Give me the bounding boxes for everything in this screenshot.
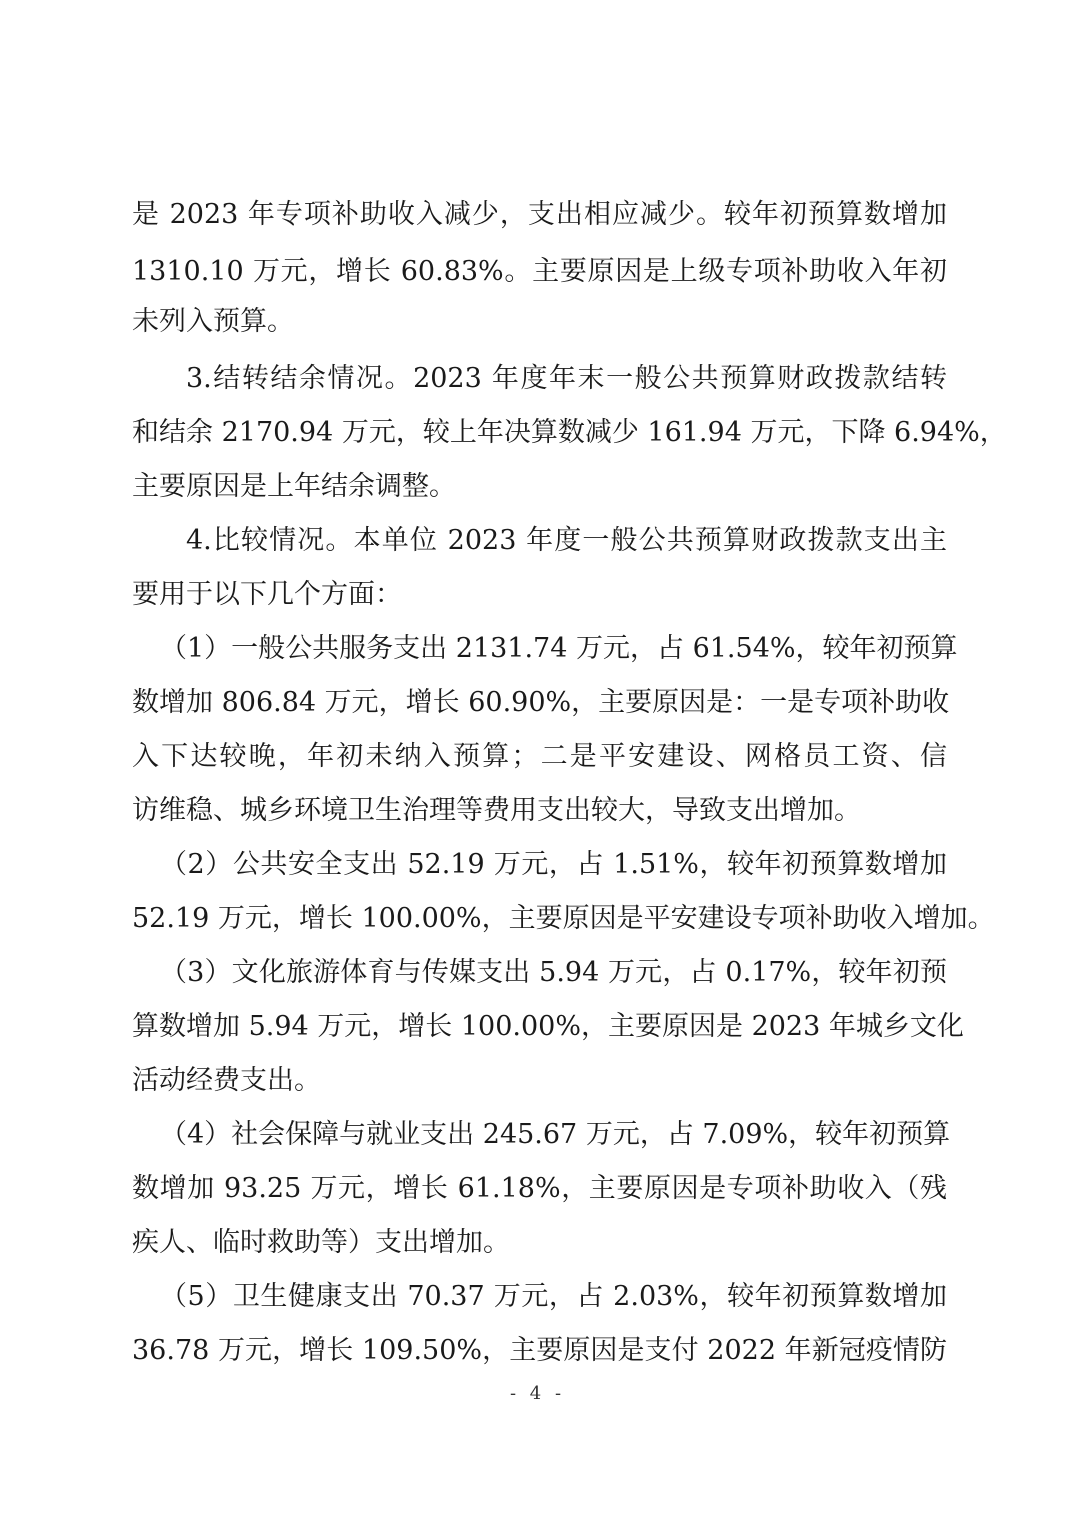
text-line-9: （1）一般公共服务支出 2131.74 万元，占 61.54%，较年初预算	[160, 633, 958, 664]
text-line-18: （4）社会保障与就业支出 245.67 万元，占 7.09%，较年初预算	[160, 1119, 951, 1150]
text-line-22: 36.78 万元，增长 109.50%，主要原因是支付 2022 年新冠疫情防	[132, 1335, 947, 1366]
text-line-13: （2）公共安全支出 52.19 万元，占 1.51%，较年初预算数增加	[160, 849, 947, 880]
text-line-19: 数增加 93.25 万元，增长 61.18%，主要原因是专项补助收入（残	[132, 1173, 947, 1204]
text-line-11: 入下达较晚，年初未纳入预算；二是平安建设、网格员工资、信	[132, 741, 947, 772]
text-line-14: 52.19 万元，增长 100.00%，主要原因是平安建设专项补助收入增加。	[132, 903, 995, 934]
text-line-1: 是 2023 年专项补助收入减少，支出相应减少。较年初预算数增加	[132, 199, 947, 230]
text-line-17: 活动经费支出。	[132, 1065, 321, 1096]
text-line-15: （3）文化旅游体育与传媒支出 5.94 万元，占 0.17%，较年初预	[160, 957, 947, 988]
text-line-12: 访维稳、城乡环境卫生治理等费用支出较大，导致支出增加。	[132, 795, 861, 826]
text-line-3: 未列入预算。	[132, 306, 294, 337]
text-line-20: 疾人、临时救助等）支出增加。	[132, 1227, 510, 1258]
text-line-5: 和结余 2170.94 万元，较上年决算数减少 161.94 万元，下降 6.94%，	[132, 417, 1007, 448]
page-number: - 4 -	[509, 1383, 566, 1404]
text-line-4: 3.结转结余情况。2023 年度年末一般公共预算财政拨款结转	[186, 363, 947, 394]
text-line-2: 1310.10 万元，增长 60.83%。主要原因是上级专项补助收入年初	[132, 256, 947, 287]
text-line-7: 4.比较情况。本单位 2023 年度一般公共预算财政拨款支出主	[186, 525, 947, 556]
text-line-10: 数增加 806.84 万元，增长 60.90%，主要原因是：一是专项补助收	[132, 687, 950, 718]
text-line-21: （5）卫生健康支出 70.37 万元，占 2.03%，较年初预算数增加	[160, 1281, 947, 1312]
text-line-6: 主要原因是上年结余调整。	[132, 471, 456, 502]
text-line-16: 算数增加 5.94 万元，增长 100.00%，主要原因是 2023 年城乡文化	[132, 1011, 964, 1042]
text-line-8: 要用于以下几个方面：	[132, 579, 402, 610]
